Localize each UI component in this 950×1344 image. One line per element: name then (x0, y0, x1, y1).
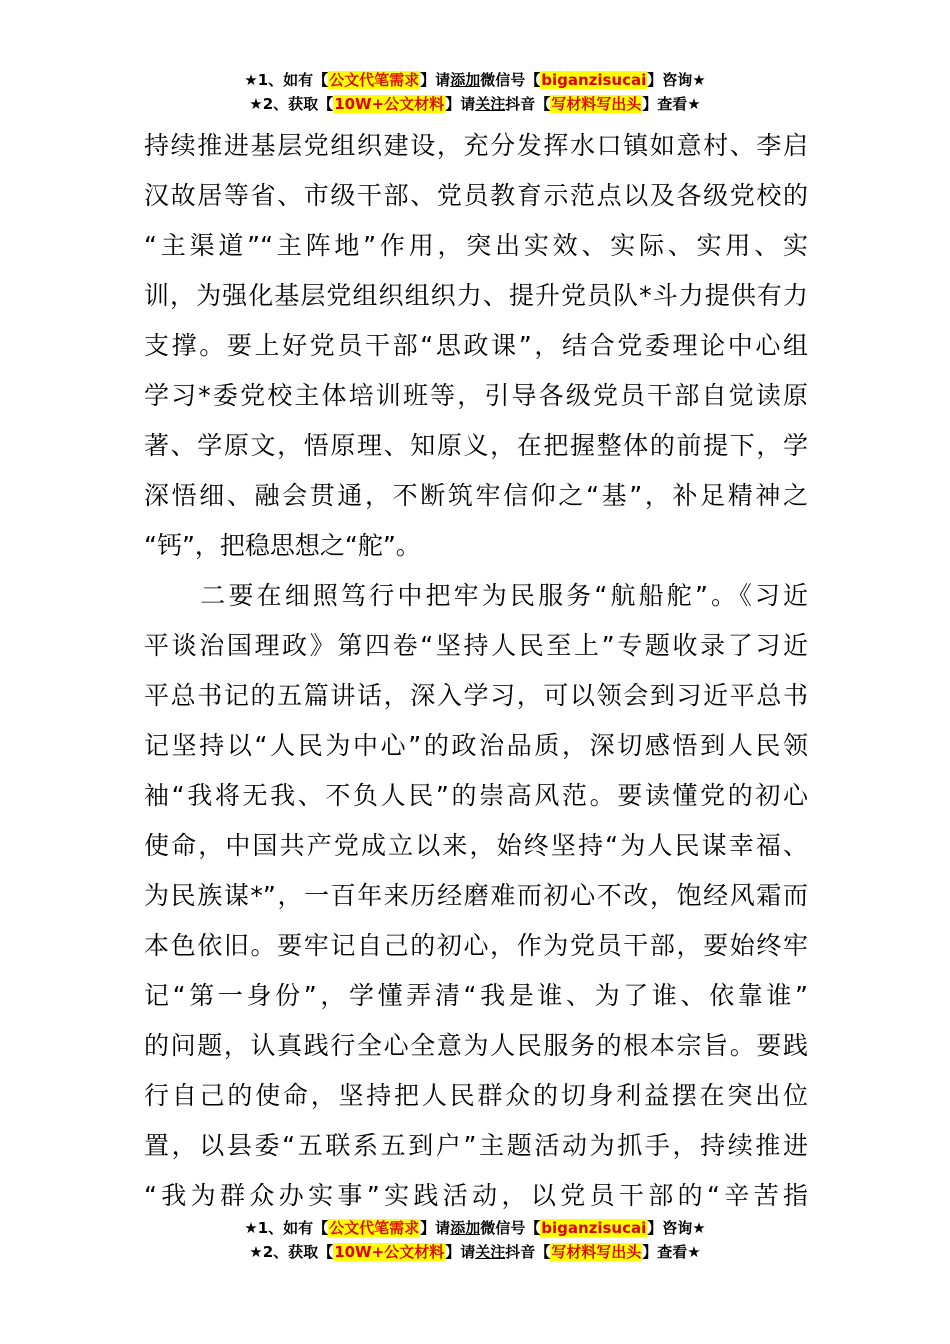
body-line: 深悟细、融会贯通，不断筑牢信仰之“基”，补足精神之 (144, 481, 808, 510)
banner-wechat-id: biganzisucai (541, 1219, 647, 1237)
banner-text: 】请 (445, 1243, 476, 1261)
banner-text: 】查看★ (642, 1243, 701, 1261)
banner-underlined: 关注 (475, 95, 506, 113)
body-line: 平总书记的五篇讲话，深入学习，可以领会到习近平总书 (144, 681, 808, 710)
banner-text: 】查看★ (642, 95, 701, 113)
banner-text: ★2、获取【 (249, 95, 334, 113)
body-line: 学习*委党校主体培训班等，引导各级党员干部自觉读原 (144, 381, 808, 410)
body-line: 持续推进基层党组织建设，充分发挥水口镇如意村、李启 (144, 131, 808, 160)
banner-highlight: 公文代笔需求 (329, 71, 420, 89)
body-line: 汉故居等省、市级干部、党员教育示范点以及各级党校的 (144, 181, 808, 210)
body-line: “钙”，把稳思想之“舵”。 (144, 531, 421, 560)
body-line: “主渠道”“主阵地”作用，突出实效、实际、实用、实 (144, 231, 808, 260)
banner-underlined: 关注 (475, 1243, 506, 1261)
body-line: 支撑。要上好党员干部“思政课”，结合党委理论中心组 (144, 331, 808, 360)
banner-highlight: 10W+公文材料 (334, 1243, 445, 1261)
banner-line-2 (0, 92, 950, 116)
banner-underlined: 添加 (450, 1219, 481, 1237)
body-line: 平谈治国理政》第四卷“坚持人民至上”专题收录了习近 (144, 631, 808, 660)
body-line: 为民族谋*”，一百年来历经磨难而初心不改，饱经风霜而 (144, 881, 808, 910)
banner-highlight: 写材料写出头 (551, 95, 642, 113)
banner-line-1 (0, 1216, 950, 1240)
banner-line-2 (0, 1240, 950, 1264)
body-line: 行自己的使命，坚持把人民群众的切身利益摆在突出位 (144, 1081, 808, 1110)
banner-text: 】请 (420, 1219, 451, 1237)
body-line: 本色依旧。要牢记自己的初心，作为党员干部，要始终牢 (144, 931, 808, 960)
bottom-banner (0, 1216, 950, 1264)
body-line: 记坚持以“人民为中心”的政治品质，深切感悟到人民领 (144, 731, 808, 760)
banner-text: 】咨询★ (647, 71, 706, 89)
body-line: 袖“我将无我、不负人民”的崇高风范。要读懂党的初心 (144, 781, 808, 810)
body-line: 使命，中国共产党成立以来，始终坚持“为人民谋幸福、 (144, 831, 808, 860)
body-line: 置，以县委“五联系五到户”主题活动为抓手，持续推进 (144, 1131, 808, 1160)
banner-text: 抖音【 (505, 1243, 551, 1261)
body-line: 著、学原文，悟原理、知原义，在把握整体的前提下，学 (144, 431, 808, 460)
top-banner (0, 68, 950, 116)
banner-wechat-id: biganzisucai (541, 71, 647, 89)
banner-highlight: 10W+公文材料 (334, 95, 445, 113)
banner-text: 】请 (445, 95, 476, 113)
banner-highlight: 写材料写出头 (551, 1243, 642, 1261)
banner-text: 抖音【 (505, 95, 551, 113)
banner-highlight: 公文代笔需求 (329, 1219, 420, 1237)
banner-line-1 (0, 68, 950, 92)
banner-text: ★1、如有【 (244, 71, 329, 89)
banner-underlined: 添加 (450, 71, 481, 89)
body-line: 训，为强化基层党组织组织力、提升党员队*斗力提供有力 (144, 281, 808, 310)
body-line: 记“第一身份”，学懂弄清“我是谁、为了谁、依靠谁” (144, 981, 808, 1010)
banner-text: 】咨询★ (647, 1219, 706, 1237)
body-line: 的问题，认真践行全心全意为人民服务的根本宗旨。要践 (144, 1031, 808, 1060)
banner-text: ★1、如有【 (244, 1219, 329, 1237)
body-line: “我为群众办实事”实践活动，以党员干部的“辛苦指 (144, 1181, 808, 1210)
banner-text: ★2、获取【 (249, 1243, 334, 1261)
banner-text: 微信号【 (480, 1219, 541, 1237)
banner-text: 微信号【 (480, 71, 541, 89)
body-line: 二要在细照笃行中把牢为民服务“航船舵”。《习近 (144, 581, 808, 610)
document-body (144, 121, 808, 1221)
banner-text: 】请 (420, 71, 451, 89)
